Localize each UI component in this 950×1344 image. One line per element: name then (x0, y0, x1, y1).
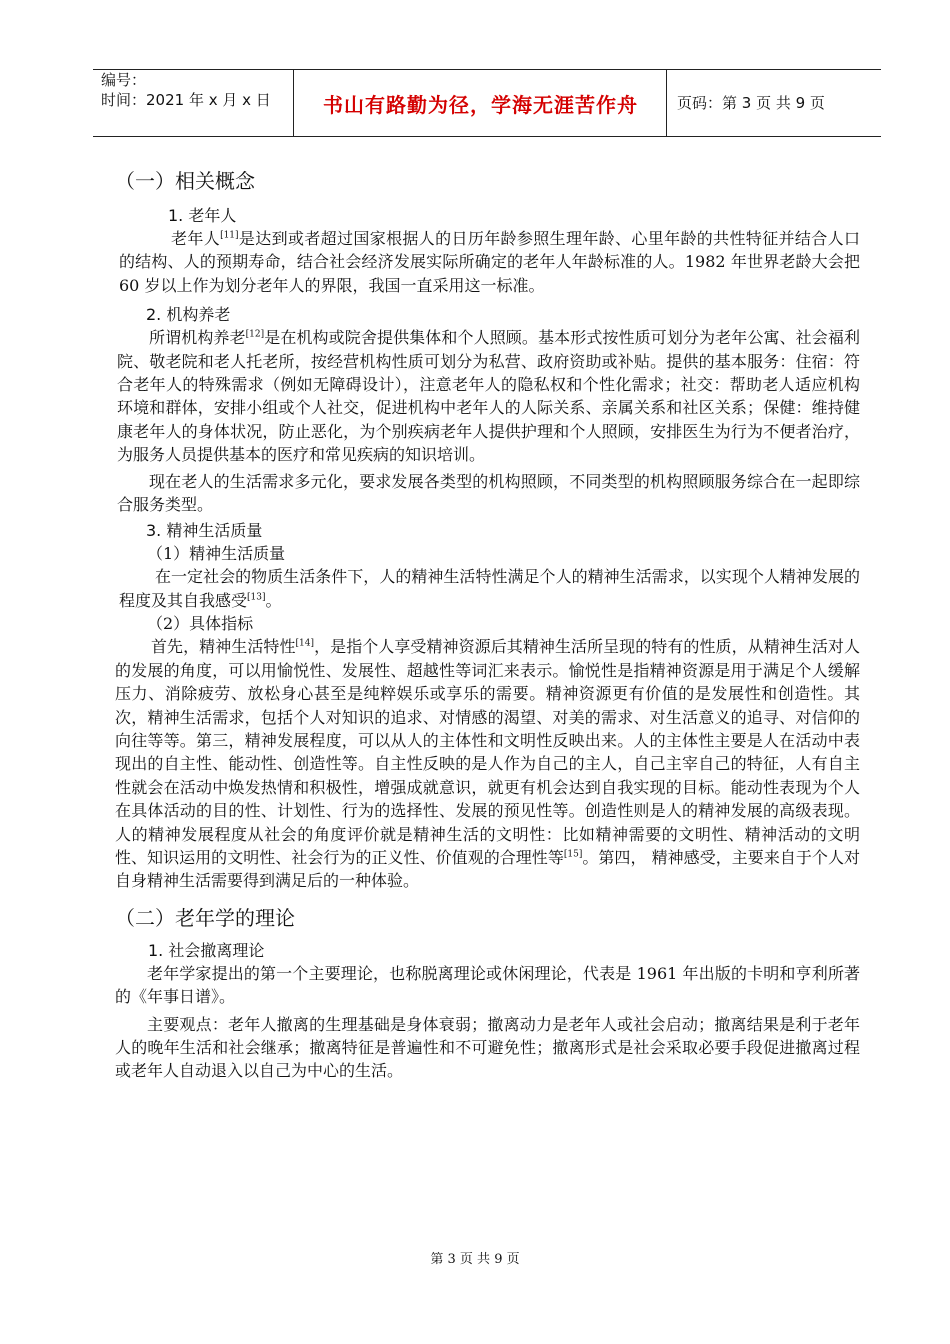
header-divider-right (666, 69, 667, 137)
header-number-label: 编号： (101, 71, 147, 89)
header-left-cell (101, 70, 271, 110)
list-item-spiritual-quality: （1）精神生活质量 (147, 544, 286, 564)
header-motto: 书山有路勤为径，学海无涯苦作舟 (323, 92, 638, 117)
paragraph-institutional-care-needs: 现在老人的生活需求多元化，要求发展各类型的机构照顾，不同类型的机构照顾服务综合在一起即综合服务类型。 (117, 471, 860, 515)
citation-ref: [14] (295, 638, 315, 649)
paragraph-specific-indicators: 首先，精神生活特性[14]，是指个人享受精神资源后其精神生活所呈现的特有的性质，从精神生活对人的发展的角度，可以用愉悦性、发展性、超越性等词汇来表示。愉悦性是指精神资源是用于满足个人缓解压力、消除疲劳、放松身心甚至是纯粹娱乐或享乐的需要。精神资源更有价值的是发展性和创造性。其次，精神生活需求，包括个人对知识的追求、对情感的渴望、对美的需求、对生活意义的追寻、对信仰的向往等等。第三，精神发展程度，可以从人的主体性和文明性反映出来。人的主体性主要是人在活动中表现出的自主性、能动性、创造性等。自主性反映的是人作为自己的主人，自己主宰自己的特征，人有自主性就会在活动中焕发热情和积极性，增强成就意识，就更有机会达到自我实现的目标。能动性表现为个人在具体活动的目的性、计划性、行为的选择性、发展的预见性等。创造性则是人的精神发展的高级表现。人的精神发展程度从社会的角度评价就是精神生活的文明性：比如精神需要的文明性、精神活动的文明性、知识运用的文明性、社会行为的正义性、价值观的合理性等[15]。第四， 精神感受，主要来自于个人对自身精神生活需要得到满足后的一种体验。 (115, 637, 860, 891)
header-page-info: 页码：第 3 页 共 9 页 (677, 94, 825, 112)
header-time-label: 时间：2021 年 x 月 x 日 (101, 91, 271, 109)
paragraph-spiritual-quality-definition: 在一定社会的物质生活条件下，人的精神生活特性满足个人的精神生活需求，以实现个人精神发展的程度及其自我感受[13]。 (119, 567, 860, 610)
paragraph-disengagement-views: 主要观点：老年人撤离的生理基础是身体衰弱；撤离动力是老年人或社会启动；撤离结果是利于老年人的晚年生活和社会继承；撤离特征是普遍性和不可避免性；撤离形式是社会采取必要手段促进撤离过程或老年人自动退入以自己为中心的生活。 (115, 1014, 860, 1081)
citation-ref: [11] (220, 230, 239, 241)
paragraph-disengagement-intro: 老年学家提出的第一个主要理论，也称脱离理论或休闲理论，代表是 1961 年出版的卡明和亨利所著的《年事日谱》。 (115, 963, 860, 1007)
section-title-related-concepts: （一）相关概念 (115, 169, 255, 193)
paragraph-institutional-care-definition: 所谓机构养老[12]是在机构或院舍提供集体和个人照顾。基本形式按性质可划分为老年公寓、社会福利院、敬老院和老人托老所，按经营机构性质可划分为私营、政府资助或补贴。提供的基本服务：住宿：符合老年人的特殊需求（例如无障碍设计），注意老年人的隐私权和个性化需求；社交：帮助老人适应机构环境和群体，安排小组或个人社交，促进机构中老年人的人际关系、亲属关系和社区关系；保健：维持健康老年人的身体状况，防止恶化，为个别疾病老年人提供护理和个人照顾，安排医生为行为不便者治疗，为服务人员提供基本的医疗和常见疾病的知识培训。 (117, 328, 860, 465)
page-footer: 第 3 页 共 9 页 (430, 1252, 520, 1267)
paragraph-elderly-definition: 老年人[11]是达到或者超过国家根据人的日历年龄参照生理年龄、心里年龄的共性特征并结合人口的结构、人的预期寿命，结合社会经济发展实际所确定的老年人年龄标准的人。1982 年世界老龄大会把 60 岁以上作为划分老年人的界限，我国一直采用这一标准。 (119, 229, 860, 295)
citation-ref: [15] (563, 849, 583, 860)
subsection-title-elderly: 1. 老年人 (168, 206, 237, 225)
section-title-gerontology-theories: （二）老年学的理论 (115, 905, 295, 930)
list-item-specific-indicators: （2）具体指标 (147, 614, 254, 634)
document-body (115, 168, 860, 1083)
subsection-title-institutional-care: 2. 机构养老 (146, 305, 231, 325)
citation-ref: [13] (247, 592, 266, 603)
subsection-title-spiritual-quality: 3. 精神生活质量 (146, 521, 263, 541)
subsection-title-disengagement-theory: 1. 社会撤离理论 (148, 940, 265, 960)
citation-ref: [12] (245, 329, 265, 340)
header-divider-left (293, 69, 294, 137)
